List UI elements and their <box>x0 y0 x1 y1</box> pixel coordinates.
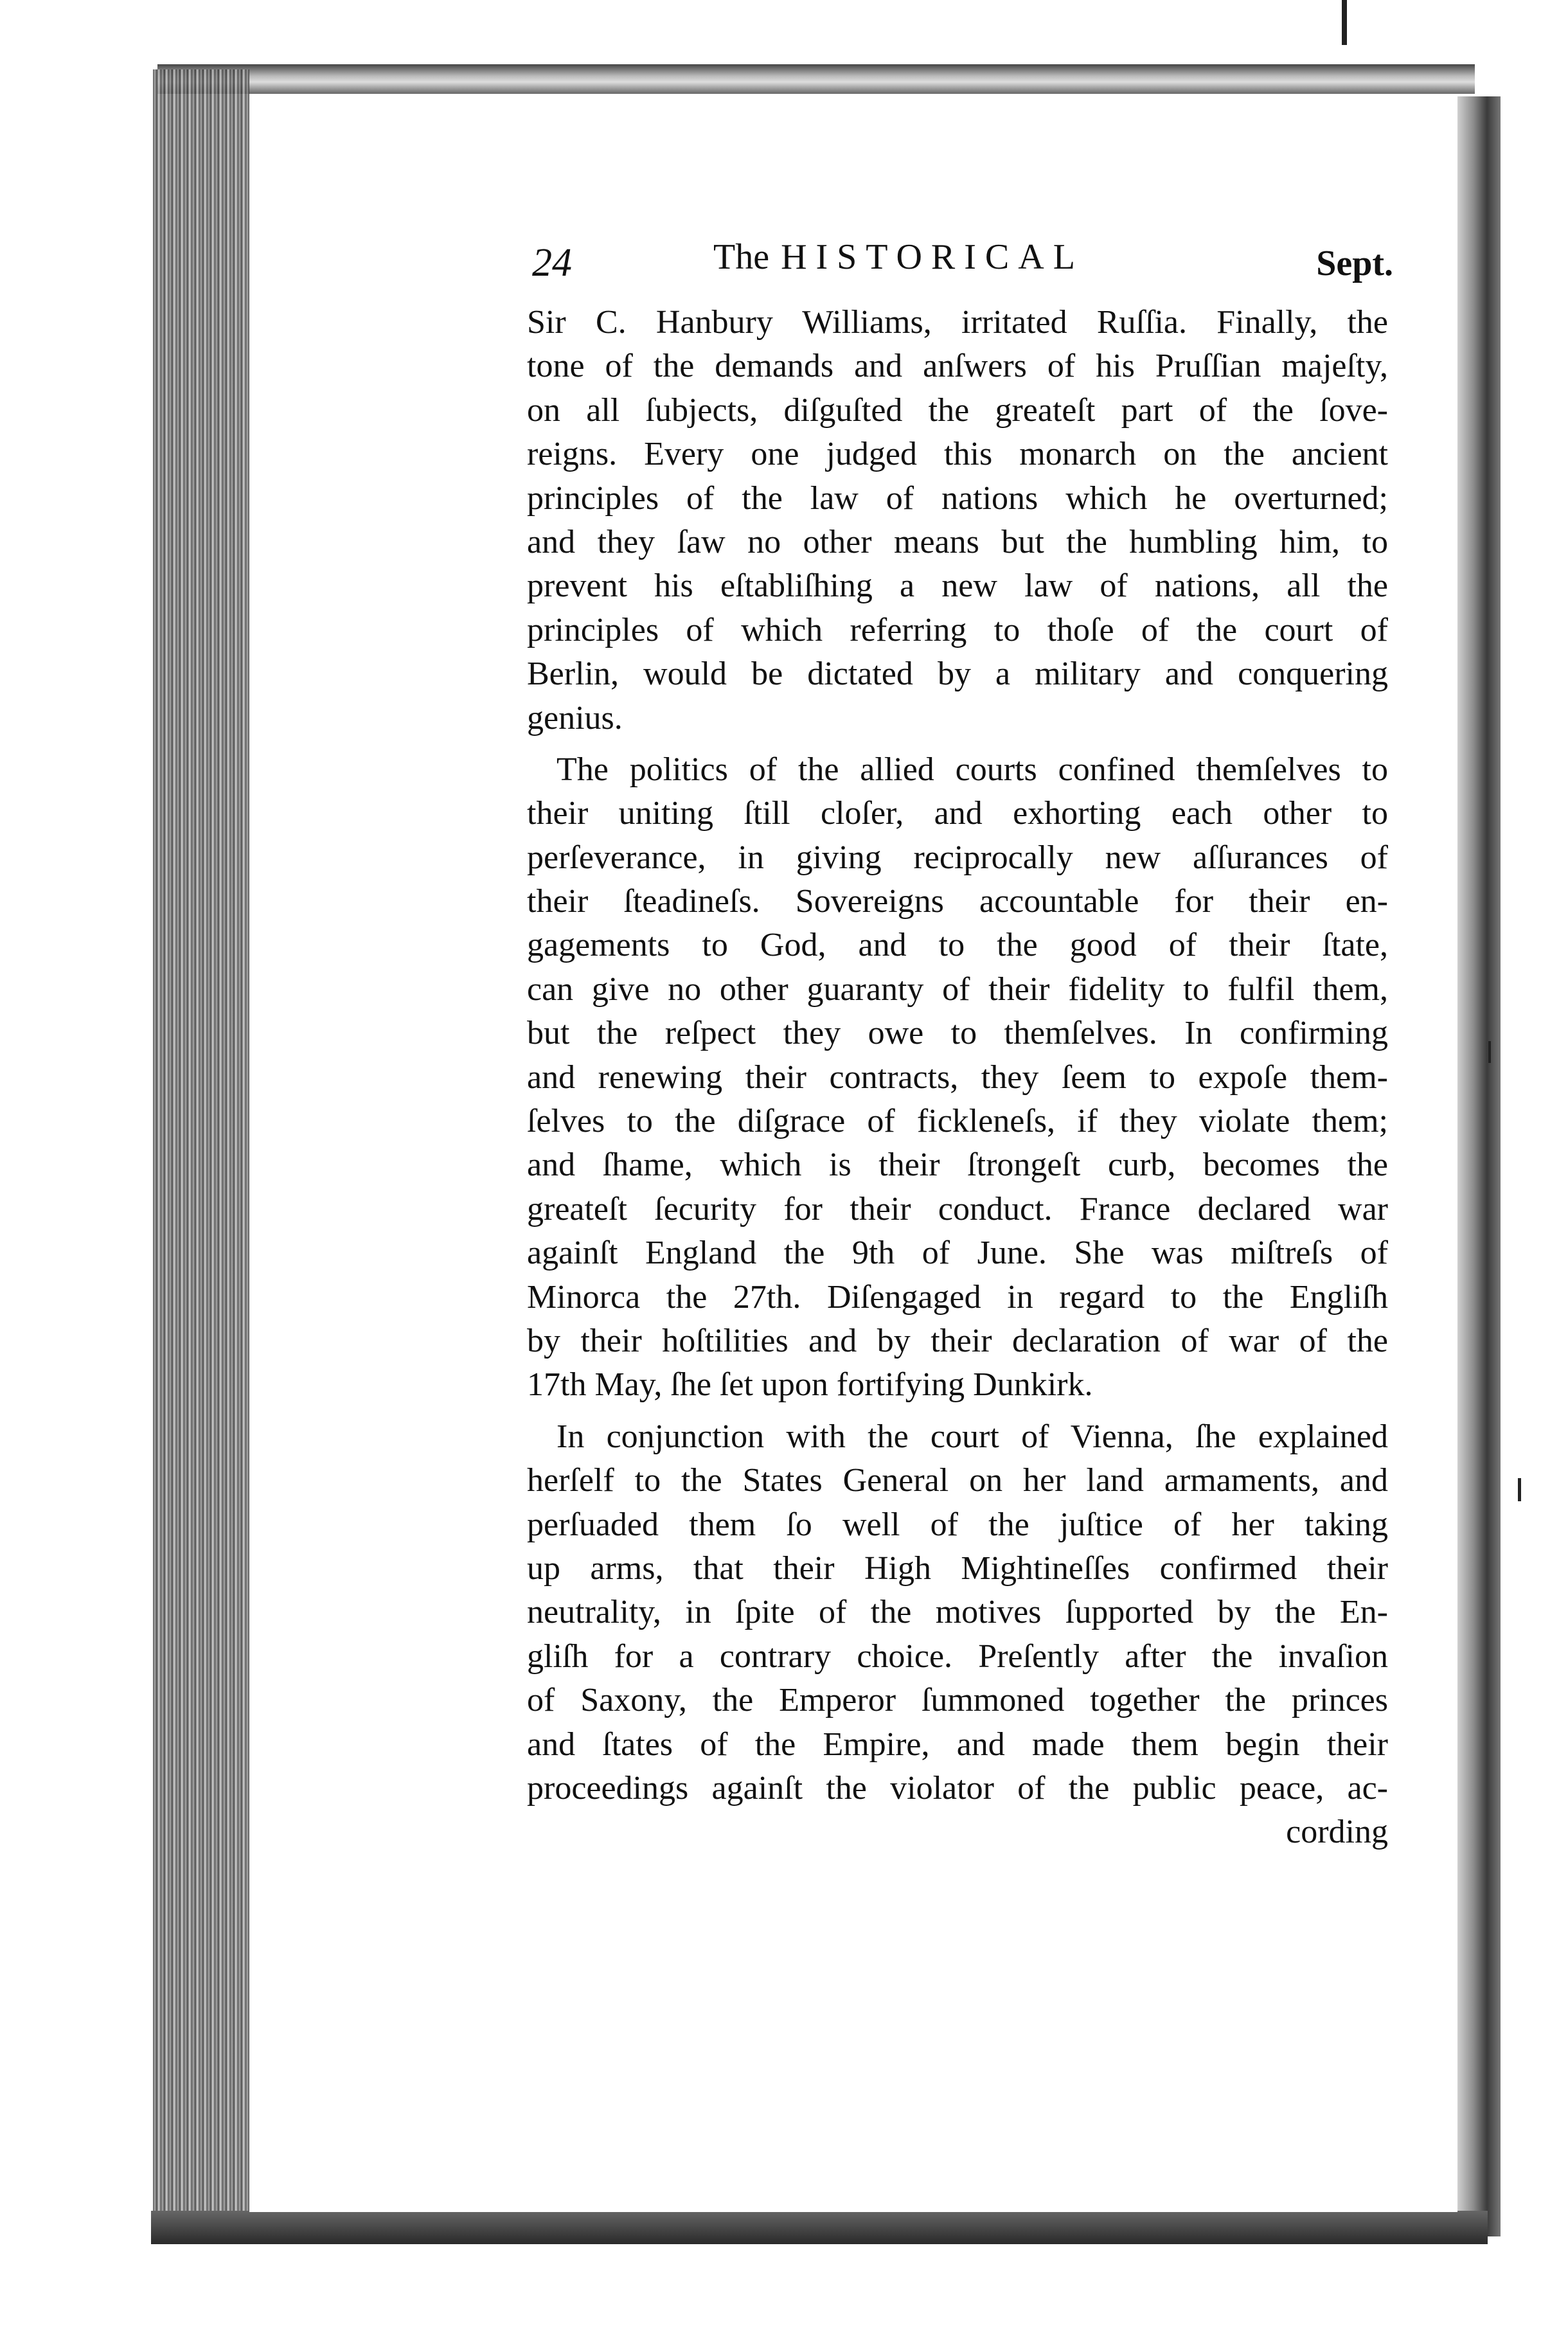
text-line: by their hoſtilities and by their declaration of war of the <box>527 1322 1388 1359</box>
scan-mark <box>1342 0 1347 45</box>
scan-mark <box>1488 1041 1491 1063</box>
text-line: reigns. Every one judged this monarch on the ancient <box>527 436 1388 473</box>
text-line: againſt England the 9th of June. She was miſtreſs of <box>527 1235 1388 1272</box>
page-number: 24 <box>532 241 572 285</box>
book-edge-left <box>153 69 249 2242</box>
text-line: principles of which referring to thoſe of the court of <box>527 611 1388 648</box>
text-line: Berlin, would be dictated by a military and conquering <box>527 656 1388 693</box>
paragraph-gap <box>527 1407 1388 1415</box>
text-line: perſuaded them ſo well of the juſtice of her taking <box>527 1506 1388 1543</box>
text-line: gliſh for a contrary choice. Preſently after the invaſion <box>527 1637 1388 1675</box>
paragraph-1 <box>527 301 1388 740</box>
running-header <box>532 229 1393 287</box>
book-edge-right <box>1456 96 1501 2236</box>
text-line: herſelf to the States General on her land armaments, and <box>527 1462 1388 1499</box>
running-title-word: HISTORICAL <box>781 237 1084 277</box>
text-line: proceedings againſt the violator of the public peace, ac- <box>527 1769 1388 1807</box>
text-line: and they ſaw no other means but the humbling him, to <box>527 523 1388 560</box>
running-month: Sept. <box>1316 244 1393 283</box>
text-line: gagements to God, and to the good of their ſtate, <box>527 927 1388 964</box>
running-title-article: The <box>713 237 770 277</box>
book-edge-bottom <box>151 2211 1488 2244</box>
text-line: and renewing their contracts, they ſeem to expoſe them- <box>527 1058 1388 1096</box>
text-line: The politics of the allied courts confined themſelves to <box>557 751 1388 788</box>
text-line: of Saxony, the Emperor ſummoned together the princes <box>527 1682 1388 1719</box>
scan-mark <box>1518 1478 1521 1501</box>
text-line: on all ſubjects, diſguſted the greateſt part of the ſove- <box>527 391 1388 429</box>
paragraph-3 <box>527 1415 1388 1811</box>
text-line: can give no other guaranty of their fidelity to fulfil them, <box>527 970 1388 1008</box>
text-line: Minorca the 27th. Diſengaged in regard to the Engliſh <box>527 1278 1388 1316</box>
text-line: ſelves to the diſgrace of fickleneſs, if they violate them; <box>527 1103 1388 1140</box>
text-line: In conjunction with the court of Vienna, ſhe explained <box>557 1418 1388 1455</box>
text-line: Sir C. Hanbury Williams, irritated Ruſſia. Finally, the <box>527 304 1388 341</box>
text-line: principles of the law of nations which he overturned; <box>527 479 1388 517</box>
text-line: their uniting ſtill cloſer, and exhorting each other to <box>527 795 1388 832</box>
catchword: cording <box>1286 1814 1388 1851</box>
text-line: 17th May, ſhe ſet upon fortifying Dunkirk. <box>527 1366 1093 1404</box>
text-line: and ſtates of the Empire, and made them begin their <box>527 1726 1388 1763</box>
text-line: their ſteadineſs. Sovereigns accountable for their en- <box>527 883 1388 920</box>
text-line: perſeverance, in giving reciprocally new aſſurances of <box>527 839 1388 876</box>
text-line: prevent his eſtabliſhing a new law of nations, all the <box>527 567 1388 605</box>
paragraph-2 <box>527 748 1388 1407</box>
text-line: up arms, that their High Mightineſſes confirmed their <box>527 1549 1388 1587</box>
text-line: tone of the demands and anſwers of his Pruſſian majeſty, <box>527 348 1388 385</box>
text-line: but the reſpect they owe to themſelves. In confirming <box>527 1015 1388 1052</box>
paragraph-gap <box>527 740 1388 748</box>
running-title <box>713 236 1084 278</box>
book-edge-top <box>157 64 1475 94</box>
body-text <box>527 301 1388 1855</box>
text-line: greateſt ſecurity for their conduct. France declared war <box>527 1190 1388 1227</box>
text-line: and ſhame, which is their ſtrongeſt curb, becomes the <box>527 1147 1388 1184</box>
text-line: genius. <box>527 699 623 736</box>
text-line: neutrality, in ſpite of the motives ſupported by the En- <box>527 1594 1388 1631</box>
